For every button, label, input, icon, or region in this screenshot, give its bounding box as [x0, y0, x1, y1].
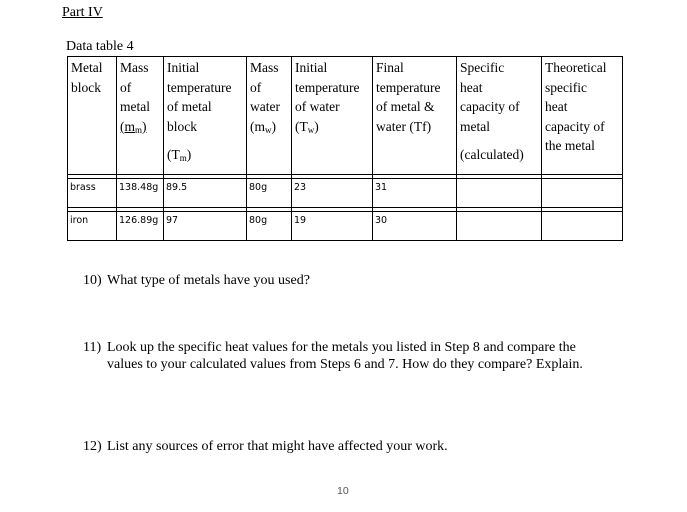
header-row	[68, 57, 623, 175]
cell-theoretical-specific-heat	[542, 212, 623, 241]
page-number: 10	[337, 485, 349, 497]
cell-specific-heat-calc	[457, 179, 542, 208]
header-metal-block: Metal block	[68, 57, 117, 175]
header-mass-of-metal: Mass of metal (mm)	[117, 57, 164, 175]
question-number: 10)	[83, 273, 102, 288]
header-initial-temp-metal: Initial temperature of metal block (Tm)	[164, 57, 247, 175]
cell-final-temp: 30	[373, 212, 457, 241]
question-text: Look up the specific heat values for the metals you listed in Step 8 and compare the	[107, 340, 576, 355]
cell-metal: brass	[68, 179, 117, 208]
header-specific-heat-calculated: Specific heat capacity of metal (calculated)	[457, 57, 542, 175]
cell-initial-temp-metal: 89.5	[164, 179, 247, 208]
data-table	[67, 56, 623, 241]
cell-specific-heat-calc	[457, 212, 542, 241]
table-row	[68, 179, 623, 208]
question-text-continued: values to your calculated values from Steps 6 and 7. How do they compare? Explain.	[107, 357, 583, 372]
question-10	[83, 272, 310, 289]
question-12	[83, 438, 448, 455]
cell-mass-water: 80g	[247, 212, 292, 241]
cell-initial-temp-metal: 97	[164, 212, 247, 241]
cell-initial-temp-water: 19	[292, 212, 373, 241]
question-text: What type of metals have you used?	[107, 273, 310, 288]
header-theoretical-specific-heat: Theoretical specific heat capacity of the metal	[542, 57, 623, 175]
part-title: Part IV	[62, 5, 103, 20]
cell-mass-metal: 126.89g	[117, 212, 164, 241]
cell-mass-metal: 138.48g	[117, 179, 164, 208]
cell-mass-water: 80g	[247, 179, 292, 208]
cell-metal: iron	[68, 212, 117, 241]
header-final-temp: Final temperature of metal & water (Tf)	[373, 57, 457, 175]
header-initial-temp-water: Initial temperature of water (Tw)	[292, 57, 373, 175]
header-mass-of-water: Mass of water (mw)	[247, 57, 292, 175]
cell-theoretical-specific-heat	[542, 179, 623, 208]
cell-final-temp: 31	[373, 179, 457, 208]
question-number: 11)	[83, 340, 102, 355]
question-text: List any sources of error that might have affected your work.	[107, 439, 448, 454]
table-row	[68, 212, 623, 241]
cell-initial-temp-water: 23	[292, 179, 373, 208]
question-11	[83, 339, 583, 373]
question-number: 12)	[83, 439, 102, 454]
table-caption: Data table 4	[66, 39, 134, 54]
